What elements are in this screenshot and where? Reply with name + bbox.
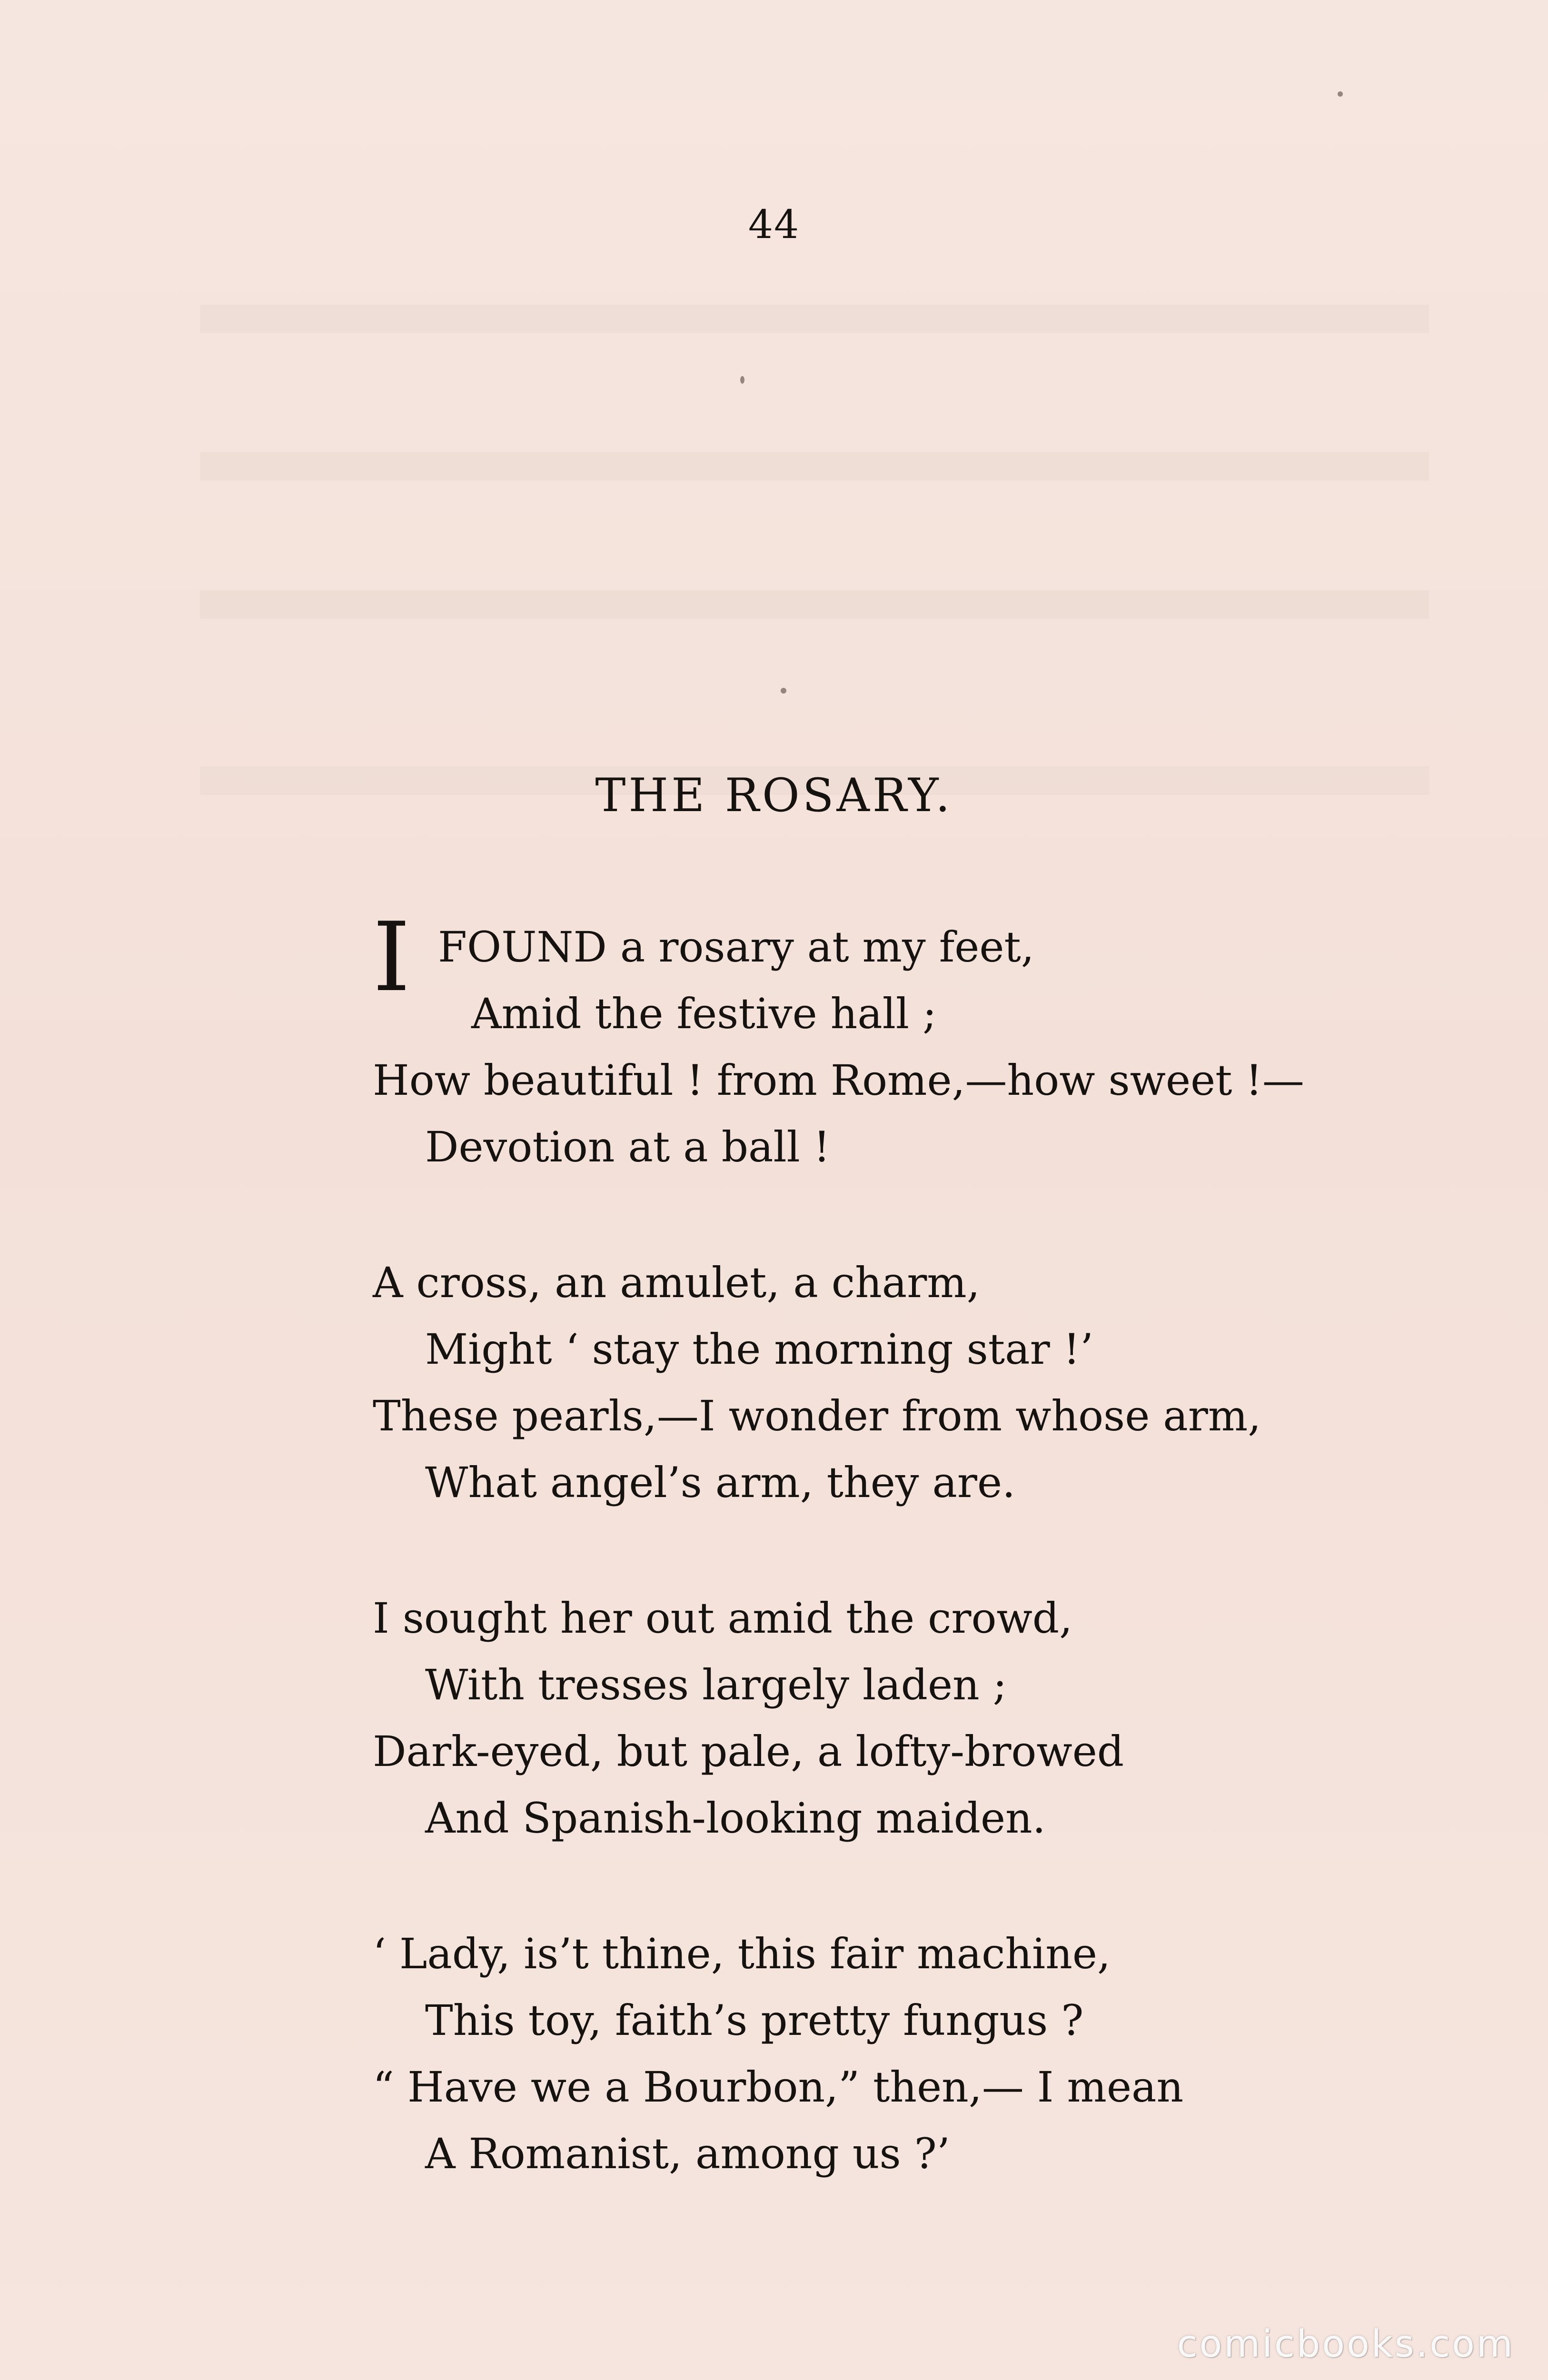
speck-mark — [781, 688, 786, 694]
verse-line: How beautiful ! from Rome,—how sweet !— — [373, 1056, 1304, 1105]
verse-line: I sought her out amid the crowd, — [373, 1594, 1073, 1643]
verse-line: Dark-eyed, but pale, a lofty-browed — [373, 1727, 1124, 1776]
verse-line: FOUND a rosary at my feet, — [438, 922, 1034, 972]
speck-mark — [740, 376, 744, 384]
page-number: 44 — [748, 202, 800, 248]
verse-line: These pearls,—I wonder from whose arm, — [373, 1391, 1261, 1440]
verse-line: With tresses largely laden ; — [425, 1660, 1007, 1709]
verse-line: Might ‘ stay the morning star !’ — [425, 1325, 1093, 1374]
bleed-through-texture — [200, 305, 1429, 333]
verse-line: What angel’s arm, they are. — [425, 1458, 1016, 1507]
verse-line: This toy, faith’s pretty fungus ? — [425, 1996, 1084, 2045]
bleed-through-texture — [200, 452, 1429, 481]
verse-line: And Spanish-looking maiden. — [425, 1794, 1046, 1843]
drop-cap: I — [373, 902, 411, 1013]
poem-title: THE ROSARY. — [595, 769, 953, 822]
bleed-through-texture — [200, 590, 1429, 619]
verse-line: A Romanist, among us ?’ — [425, 2129, 950, 2178]
speck-mark — [1338, 91, 1343, 97]
watermark: comicbooks.com — [1177, 2323, 1515, 2366]
verse-line: A cross, an amulet, a charm, — [373, 1258, 980, 1307]
verse-line: “ Have we a Bourbon,” then,— I mean — [373, 2063, 1184, 2112]
verse-line: Amid the festive hall ; — [471, 989, 937, 1038]
verse-line: Devotion at a ball ! — [425, 1122, 831, 1171]
verse-line: ‘ Lady, is’t thine, this fair machine, — [373, 1929, 1111, 1978]
